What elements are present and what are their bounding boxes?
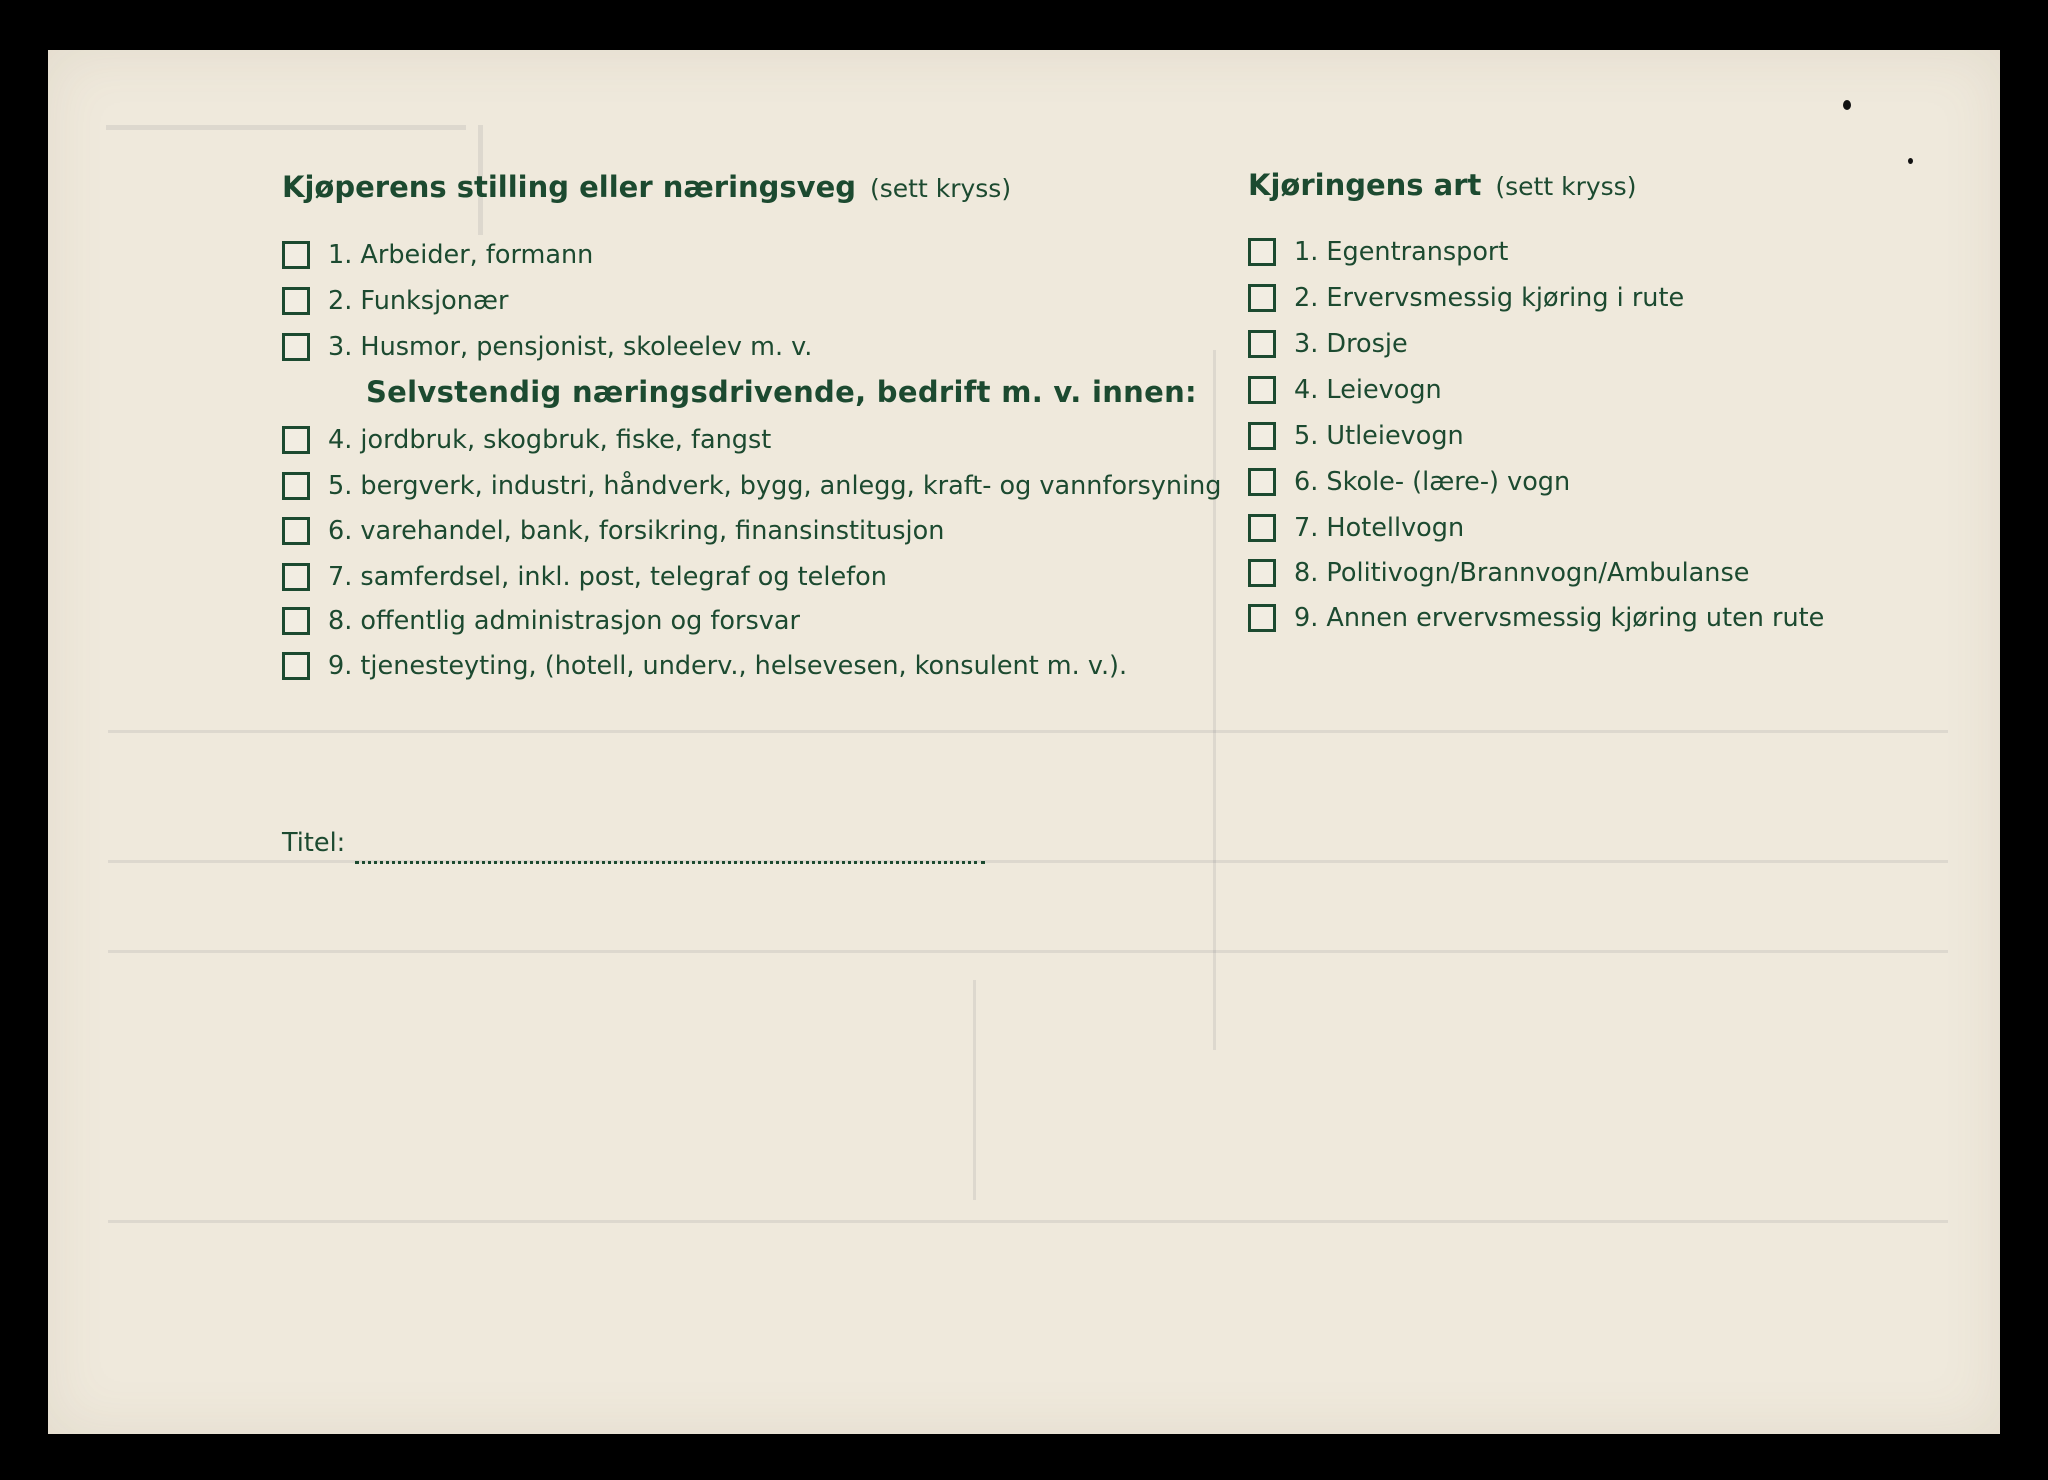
ink-speck <box>1908 158 1913 164</box>
checkbox[interactable] <box>1248 330 1276 358</box>
checkbox[interactable] <box>1248 468 1276 496</box>
title-field[interactable] <box>355 833 985 864</box>
title-row <box>282 828 985 864</box>
option-label: 8. Politivogn/Brannvogn/Ambulanse <box>1294 558 1750 588</box>
checkbox[interactable] <box>1248 376 1276 404</box>
ink-speck <box>1843 100 1851 110</box>
driving-option-1[interactable] <box>1248 232 1508 272</box>
driving-section-heading <box>1248 168 1636 202</box>
checkbox[interactable] <box>282 563 310 591</box>
option-label: 7. Hotellvogn <box>1294 513 1465 543</box>
driving-option-3[interactable] <box>1248 324 1408 364</box>
buyer-option-8[interactable] <box>282 601 800 641</box>
option-label: 1. Arbeider, formann <box>328 240 594 270</box>
option-label: 4. Leievogn <box>1294 375 1442 405</box>
driving-heading-text: Kjøringens art <box>1248 168 1482 202</box>
title-label: Titel: <box>282 828 346 858</box>
buyer-option-5[interactable] <box>282 466 1222 506</box>
buyer-option-4[interactable] <box>282 420 771 460</box>
option-label: 1. Egentransport <box>1294 237 1509 267</box>
buyer-heading-note: (sett kryss) <box>870 174 1012 203</box>
driving-heading-note: (sett kryss) <box>1495 172 1637 201</box>
option-label: 3. Drosje <box>1294 329 1408 359</box>
option-label: 5. bergverk, industri, håndverk, bygg, anlegg, kraft- og vannforsyning <box>328 471 1222 501</box>
form-back-page <box>48 50 2000 1434</box>
checkbox[interactable] <box>1248 604 1276 632</box>
checkbox[interactable] <box>1248 238 1276 266</box>
checkbox[interactable] <box>282 241 310 269</box>
driving-option-8[interactable] <box>1248 553 1749 593</box>
buyer-option-3[interactable] <box>282 327 812 367</box>
option-label: 7. samferdsel, inkl. post, telegraf og telefon <box>328 562 887 592</box>
driving-option-2[interactable] <box>1248 278 1684 318</box>
option-label: 2. Funksjonær <box>328 286 509 316</box>
option-label: 9. Annen ervervsmessig kjøring uten rute <box>1294 603 1825 633</box>
option-label: 9. tjenesteyting, (hotell, underv., helsevesen, konsulent m. v.). <box>328 651 1128 681</box>
driving-option-9[interactable] <box>1248 598 1824 638</box>
option-label: 3. Husmor, pensjonist, skoleelev m. v. <box>328 332 813 362</box>
self-employed-subheading: Selvstendig næringsdrivende, bedrift m. v. innen: <box>366 375 1197 409</box>
option-label: 6. varehandel, bank, forsikring, finansinstitusjon <box>328 516 945 546</box>
buyer-option-9[interactable] <box>282 646 1127 686</box>
driving-option-6[interactable] <box>1248 462 1570 502</box>
option-label: 2. Ervervsmessig kjøring i rute <box>1294 283 1685 313</box>
checkbox[interactable] <box>282 472 310 500</box>
option-label: 5. Utleievogn <box>1294 421 1464 451</box>
buyer-section-heading <box>282 170 1011 204</box>
checkbox[interactable] <box>282 607 310 635</box>
checkbox[interactable] <box>282 287 310 315</box>
checkbox[interactable] <box>282 652 310 680</box>
option-label: 6. Skole- (lære-) vogn <box>1294 467 1571 497</box>
buyer-option-2[interactable] <box>282 281 508 321</box>
checkbox[interactable] <box>1248 284 1276 312</box>
checkbox[interactable] <box>282 517 310 545</box>
checkbox[interactable] <box>1248 514 1276 542</box>
checkbox[interactable] <box>282 333 310 361</box>
buyer-heading-text: Kjøperens stilling eller næringsveg <box>282 170 857 204</box>
checkbox[interactable] <box>1248 559 1276 587</box>
checkbox[interactable] <box>282 426 310 454</box>
driving-option-7[interactable] <box>1248 508 1464 548</box>
option-label: 8. offentlig administrasjon og forsvar <box>328 606 800 636</box>
option-label: 4. jordbruk, skogbruk, fiske, fangst <box>328 425 772 455</box>
driving-option-5[interactable] <box>1248 416 1464 456</box>
buyer-option-7[interactable] <box>282 557 887 597</box>
driving-option-4[interactable] <box>1248 370 1442 410</box>
buyer-option-1[interactable] <box>282 235 593 275</box>
checkbox[interactable] <box>1248 422 1276 450</box>
buyer-option-6[interactable] <box>282 511 944 551</box>
